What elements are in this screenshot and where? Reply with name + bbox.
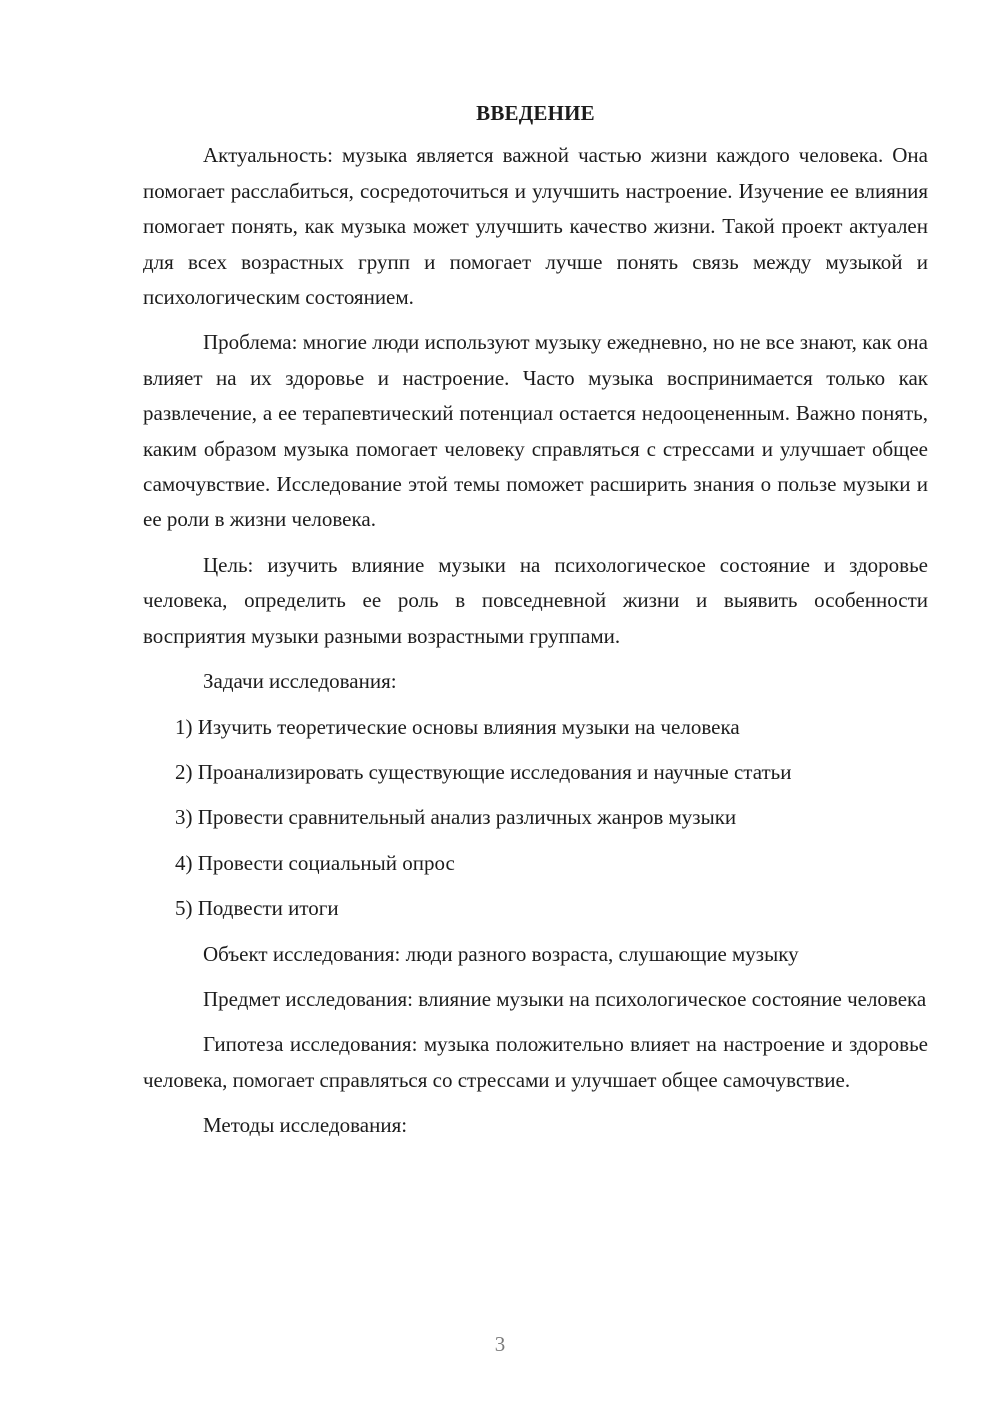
paragraph-subject: Предмет исследования: влияние музыки на психологическое состояние человека	[203, 986, 927, 1011]
tasks-heading: Задачи исследования:	[203, 669, 397, 694]
task-item: 2) Проанализировать существующие исследования и научные статьи	[175, 759, 792, 784]
document-page	[143, 96, 928, 1154]
tasks-list	[143, 710, 928, 927]
paragraph-object: Объект исследования: люди разного возраста, слушающие музыку	[203, 941, 799, 966]
paragraph-relevance: Актуальность: музыка является важной частью жизни каждого человека. Она помогает расслабиться, сосредоточиться и улучшить настроение. Изучение ее влияния помогает понять, как музыка может улучшить качество жизни. Такой проект актуален для всех возрастных групп и помогает лучше понять связь между музыкой и психологическим состоянием.	[143, 143, 928, 310]
task-item: 5) Подвести итоги	[175, 896, 339, 921]
task-item: 3) Провести сравнительный анализ различных жанров музыки	[175, 805, 737, 830]
section-title: ВВЕДЕНИЕ	[476, 101, 595, 125]
paragraph-hypothesis: Гипотеза исследования: музыка положительно влияет на настроение и здоровье человека, помогает справляться со стрессами и улучшает общее самочувствие.	[143, 1032, 928, 1092]
paragraph-goal: Цель: изучить влияние музыки на психологическое состояние и здоровье человека, определить ее роль в повседневной жизни и выявить особенности восприятия музыки разными возрастными группами.	[143, 552, 928, 648]
task-item: 1) Изучить теоретические основы влияния музыки на человека	[175, 714, 740, 739]
task-item: 4) Провести социальный опрос	[175, 850, 455, 875]
paragraph-problem: Проблема: многие люди используют музыку ежедневно, но не все знают, как она влияет на их здоровье и настроение. Часто музыка воспринимается только как развлечение, а ее терапевтический потенциал остается недооцененным. Важно понять, каким образом музыка помогает человеку справляться с стрессами и улучшает общее самочувствие. Исследование этой темы поможет расширить знания о пользе музыки и ее роли в жизни человека.	[143, 330, 928, 532]
methods-heading: Методы исследования:	[203, 1113, 408, 1138]
page-number: 3	[494, 1332, 506, 1356]
